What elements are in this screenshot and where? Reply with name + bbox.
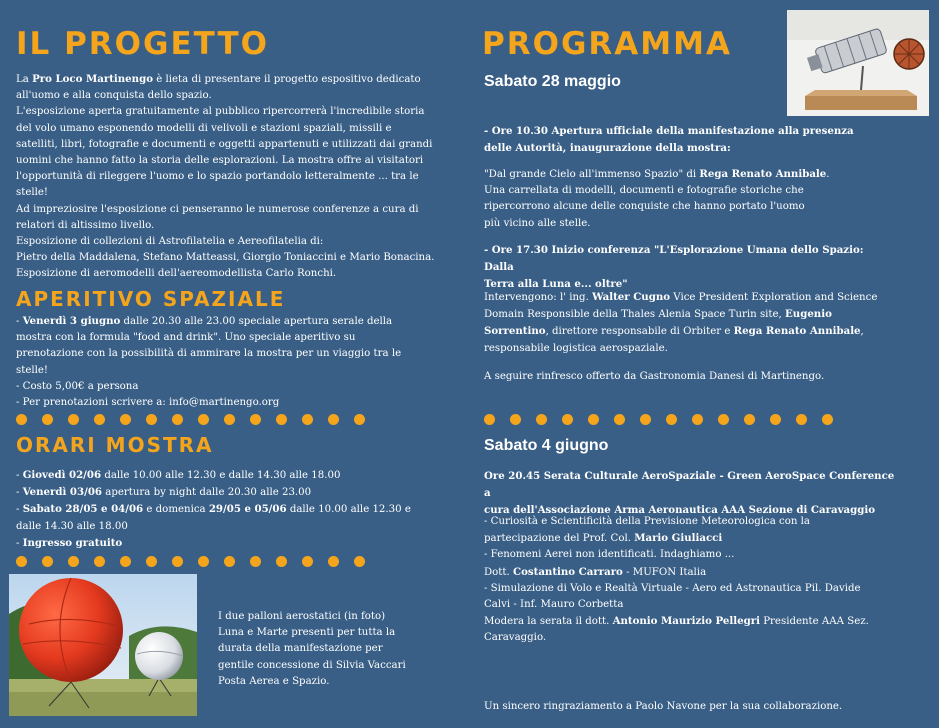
booking-email-text: - Per prenotazioni scrivere a: info@martinengo.org xyxy=(16,397,280,409)
aperitivo-title: APERITIVO SPAZIALE xyxy=(16,287,286,311)
progetto-title: IL PROGETTO xyxy=(16,26,270,62)
day1-refreshment: A seguire rinfresco offerto da Gastronomia Danesi di Martinengo. xyxy=(484,371,825,382)
spacecraft-model-photo xyxy=(787,10,929,116)
day1-exhibition: "Dal grande Cielo all'immenso Spazio" di Rega Renato Annibale. Una carrellata di modelli, documenti e fotografie storiche che ripercorrono alcune delle conquiste che hanno portato l'uomo più vicino alle stelle. xyxy=(484,168,830,229)
progetto-text: La Pro Loco Martinengo è lieta di presentare il progetto espositivo dedicato all'uomo e alla conquista dello spazio. L'esposizione aperta gratuitamente al pubblico ripercorrerà l'incredibile storia del volo umano esponendo modelli di velivoli e stazioni spaziali, missili e satelliti, libri, fotografie e documenti e oggetti appartenuti e utilizzati dai grandi uomini che hanno fatto la storia delle esplorazioni. La mostra offre ai visitatori l'opportunità di rileggere l'uomo e lo spazio portandolo letteralmente ... tra le stelle! Ad impreziosire l'esposizione ci penseranno le numerose conferenze a cura di relatori di altissimo livello. Esposizione di collezioni di Astrofilatelia e Aereofilatelia di: Pietro della Maddalena, Stefano Matteassi, Giorgio Toniaccini e Mario Bonacina. Esposizione di aeromodelli dell'aereomodellista Carlo Ronchi. xyxy=(16,73,435,280)
orari-text: - Giovedì 02/06 dalle 10.00 alle 12.30 e dalle 14.30 alle 18.00 - Venerdì 03/06 apertura by night dalle 20.30 alle 23.00 - Sabato 28/05 e 04/06 e domenica 29/05 e 05/06 dalle 10.00 alle 12.30 e dalle 14.30 alle 18.00 - Ingresso gratuito xyxy=(16,469,411,549)
day2-date: Sabato 4 giugno xyxy=(484,437,609,454)
balloons-caption: I due palloni aerostatici (in foto) Luna e Marte presenti per tutta la durata della manifestazione per gentile concessione di Silvia Vaccari Posta Aerea e Spazio. xyxy=(218,611,406,687)
balloons-photo xyxy=(9,574,197,716)
programma-title: PROGRAMMA xyxy=(482,26,732,62)
dot-divider-right xyxy=(484,414,833,425)
day1-speakers: Intervengono: l' ing. Walter Cugno Vice President Exploration and Science Domain Responsible della Thales Alenia Space Turin site, Eugenio Sorrentino, direttore responsabile di Orbiter e Rega Renato Annibale, responsabile logistica aerospaziale. xyxy=(484,291,878,354)
dot-divider-left-2 xyxy=(16,556,365,567)
day1-conference: - Ore 17.30 Inizio conferenza "L'Esplorazione Umana dello Spazio: Dalla Terra alla Luna e... oltre" xyxy=(484,244,864,291)
day1-opening: - Ore 10.30 Apertura ufficiale della manifestazione alla presenza delle Autorità, inaugurazione della mostra: xyxy=(484,125,854,155)
day2-program: - Curiosità e Scientificità della Previsione Meteorologica con la partecipazione del Prof. Col. Mario Giuliacci - Fenomeni Aerei non identificati. Indaghiamo ... Dott. Costantino Carraro - MUFON Italia - Simulazione di Volo e Realtà Virtuale - Aero ed Astronautica Pil. Davide Calvi - Inf. Mauro Corbetta Modera la serata il dott. Antonio Maurizio Pellegri Presidente AAA Sez. Caravaggio. xyxy=(484,516,869,644)
aperitivo-text: - Venerdì 3 giugno dalle 20.30 alle 23.00 speciale apertura serale della mostra con la formula "food and drink". Uno speciale aperitivo su prenotazione con la possibilità di ammirare la mostra per un viaggio tra le stelle! - Costo 5,00€ a persona - Per prenotazioni scrivere a: info@martinengo.org xyxy=(16,313,456,411)
orari-title: ORARI MOSTRA xyxy=(16,433,214,457)
day1-date: Sabato 28 maggio xyxy=(484,73,621,90)
day2-event: Ore 20.45 Serata Culturale AeroSpaziale - Green AeroSpace Conference a cura dell'Associazione Arma Aeronautica AAA Sezione di Caravaggio xyxy=(484,470,895,517)
thanks-note: Un sincero ringraziamento a Paolo Navone per la sua collaborazione. xyxy=(484,701,843,712)
dot-divider-left-1 xyxy=(16,414,365,425)
